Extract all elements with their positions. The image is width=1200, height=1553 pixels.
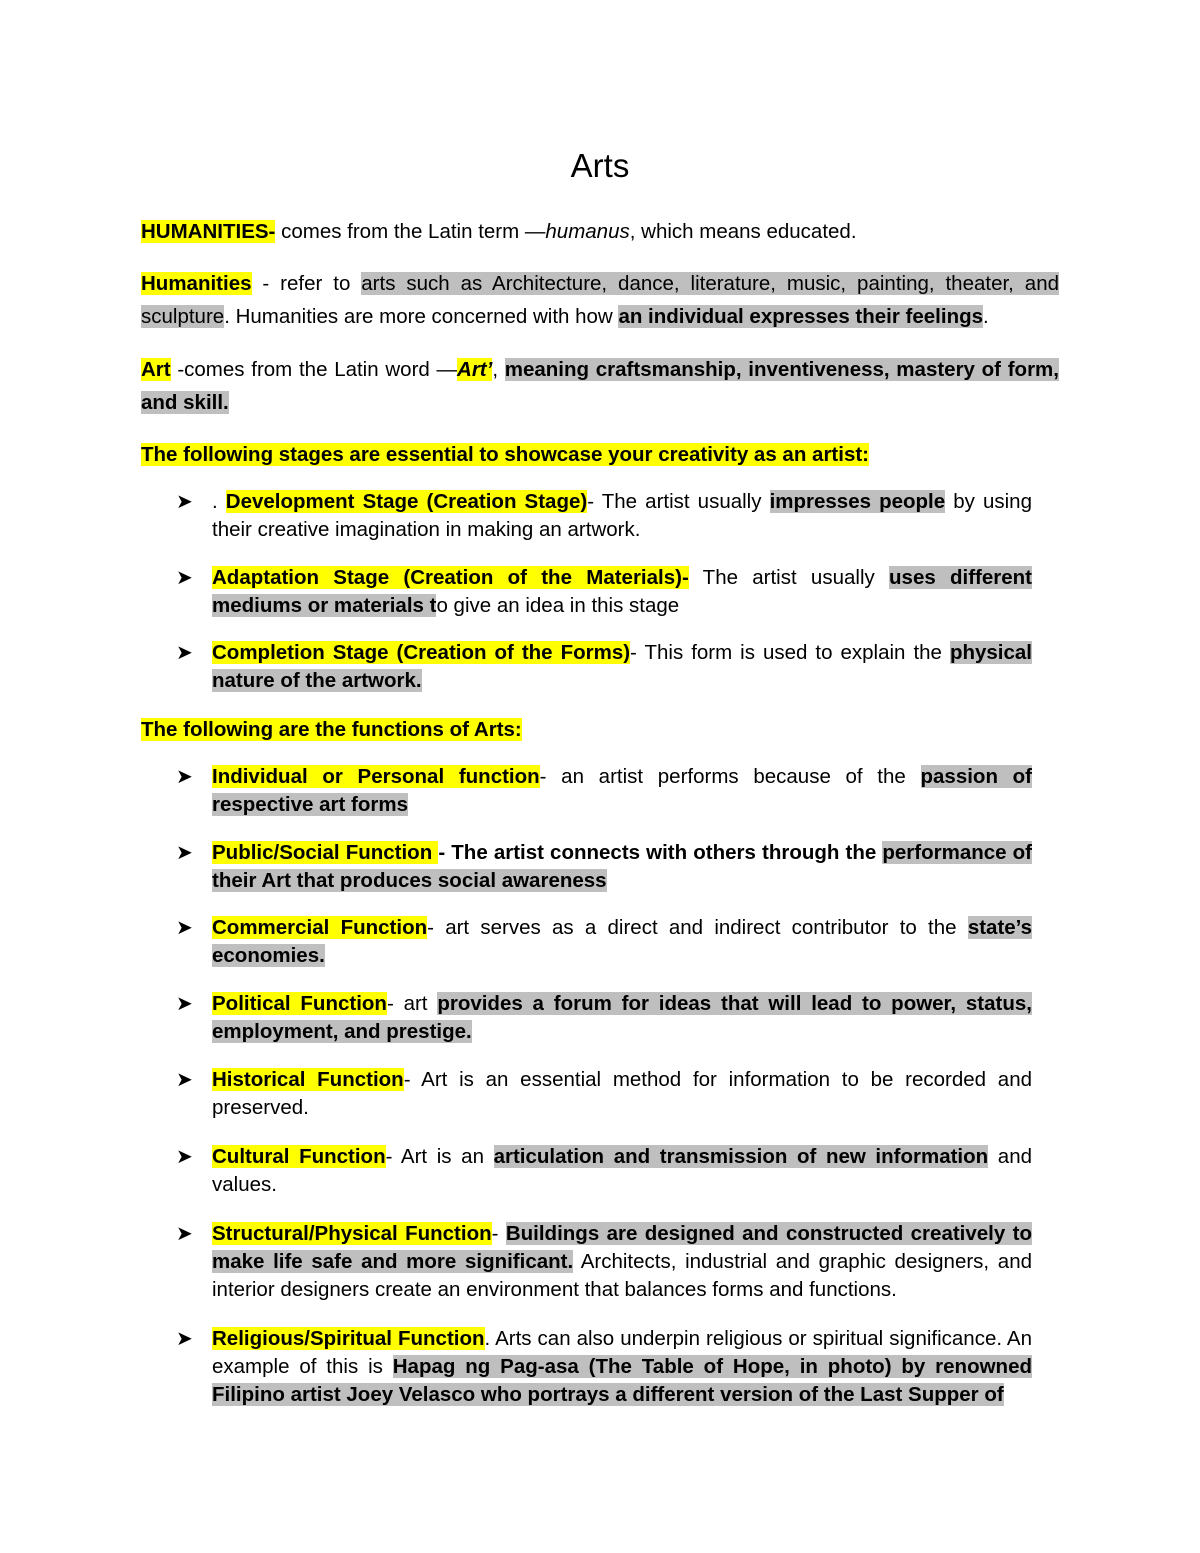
item-text: . Arts can also underpin religious or spiritual significance. An example of this is bbox=[212, 1327, 1032, 1378]
functions-heading bbox=[141, 713, 1059, 746]
italic-term: humanus bbox=[545, 220, 630, 243]
list-item-function bbox=[176, 990, 1032, 1046]
item-text: - The artist connects with others through the bbox=[438, 841, 883, 864]
item-text: - art serves as a direct and indirect contributor to the bbox=[427, 916, 968, 939]
page-title: Arts bbox=[570, 147, 630, 184]
list-item-stage bbox=[176, 488, 1032, 544]
item-text: - Art is an bbox=[385, 1145, 494, 1168]
highlight-text: articulation and transmission of new information bbox=[493, 1145, 989, 1168]
list-item-function bbox=[176, 763, 1032, 819]
arrowhead-bullet-icon: ➤ bbox=[176, 642, 193, 664]
paragraph-text: comes from the Latin term — bbox=[275, 220, 546, 243]
paragraph-humanities-origin bbox=[141, 215, 1059, 248]
heading-text: The following are the functions of Arts: bbox=[141, 718, 522, 741]
term-art: Art bbox=[141, 358, 171, 381]
item-text: Architects, industrial and graphic designers, and interior designers create an environment that balances forms and functions. bbox=[212, 1250, 1032, 1301]
highlight-text: arts such as Architecture, dance, literature, music, painting, theater, and sculpture bbox=[141, 272, 1060, 328]
list-item-function bbox=[176, 1066, 1032, 1122]
arrowhead-bullet-icon: ➤ bbox=[176, 567, 193, 589]
paragraph-humanities-definition bbox=[141, 267, 1059, 333]
item-title: Individual or Personal function bbox=[212, 765, 540, 788]
item-text: - This form is used to explain the bbox=[630, 641, 950, 664]
paragraph-text: , bbox=[492, 358, 505, 381]
term-humanities: HUMANITIES- bbox=[141, 220, 276, 243]
highlight-text: Buildings are designed and constructed creatively to make life safe and more significant. bbox=[212, 1222, 1032, 1273]
list-item-stage bbox=[176, 639, 1032, 695]
paragraph-text: - refer to bbox=[251, 272, 362, 295]
arrowhead-bullet-icon: ➤ bbox=[176, 993, 193, 1015]
item-title: Commercial Function bbox=[212, 916, 428, 939]
paragraph-text: . Humanities are more concerned with how bbox=[224, 305, 619, 328]
item-title: Completion Stage (Creation of the Forms) bbox=[212, 641, 631, 664]
italic-term: Art’ bbox=[457, 358, 493, 381]
arrowhead-bullet-icon: ➤ bbox=[176, 491, 193, 513]
item-prefix: . bbox=[212, 490, 226, 513]
highlight-text: an individual expresses their feelings bbox=[618, 305, 984, 328]
highlight-text: uses different mediums or materials t bbox=[212, 566, 1032, 617]
item-title: Political Function bbox=[212, 992, 387, 1015]
arrowhead-bullet-icon: ➤ bbox=[176, 766, 193, 788]
item-text: o give an idea in this stage bbox=[436, 594, 680, 617]
list-item-function bbox=[176, 914, 1032, 970]
item-title: Structural/Physical Function bbox=[212, 1222, 492, 1245]
item-text: The artist usually bbox=[688, 566, 890, 589]
list-item-function bbox=[176, 1220, 1032, 1304]
item-text: - bbox=[491, 1222, 506, 1245]
item-title: Development Stage (Creation Stage) bbox=[225, 490, 588, 513]
highlight-text: performance of their Art that produces social awareness bbox=[212, 841, 1032, 892]
item-title: Cultural Function bbox=[212, 1145, 386, 1168]
paragraph-art-definition bbox=[141, 353, 1059, 419]
item-text: - The artist usually bbox=[587, 490, 770, 513]
highlight-text: Hapag ng Pag-asa (The Table of Hope, in photo) by renowned Filipino artist Joey Velasco who portrays a different version of the Last Supper of bbox=[212, 1355, 1032, 1406]
item-text: - an artist performs because of the bbox=[539, 765, 921, 788]
arrowhead-bullet-icon: ➤ bbox=[176, 1328, 193, 1350]
list-item-stage bbox=[176, 564, 1032, 620]
item-title: Public/Social Function bbox=[212, 841, 439, 864]
item-text: and values. bbox=[212, 1145, 1033, 1196]
arrowhead-bullet-icon: ➤ bbox=[176, 1223, 193, 1245]
item-text: - Art is an essential method for information to be recorded and preserved. bbox=[212, 1068, 1032, 1119]
arrowhead-bullet-icon: ➤ bbox=[176, 842, 193, 864]
paragraph-text: . bbox=[983, 305, 989, 328]
highlight-text: impresses people bbox=[769, 490, 946, 513]
term-humanities-2: Humanities bbox=[141, 272, 252, 295]
list-item-function bbox=[176, 1143, 1032, 1199]
highlight-text: state’s economies. bbox=[212, 916, 1033, 967]
item-text: by using their creative imagination in making an artwork. bbox=[212, 490, 1032, 541]
list-item-function bbox=[176, 1325, 1032, 1409]
arrowhead-bullet-icon: ➤ bbox=[176, 917, 193, 939]
item-title: Religious/Spiritual Function bbox=[212, 1327, 485, 1350]
highlight-text: meaning craftsmanship, inventiveness, mastery of form, and skill. bbox=[141, 358, 1059, 414]
highlight-text: passion of respective art forms bbox=[212, 765, 1032, 816]
arrowhead-bullet-icon: ➤ bbox=[176, 1146, 193, 1168]
highlight-text: physical nature of the artwork. bbox=[212, 641, 1032, 692]
stages-heading bbox=[141, 438, 1059, 471]
item-title: Historical Function bbox=[212, 1068, 404, 1091]
highlight-text: provides a forum for ideas that will lead to power, status, employment, and prestige. bbox=[212, 992, 1032, 1043]
list-item-function bbox=[176, 839, 1032, 895]
arrowhead-bullet-icon: ➤ bbox=[176, 1069, 193, 1091]
item-title: Adaptation Stage (Creation of the Materials)- bbox=[212, 566, 689, 589]
paragraph-text: -comes from the Latin word — bbox=[170, 358, 458, 381]
heading-text: The following stages are essential to showcase your creativity as an artist: bbox=[141, 443, 870, 466]
paragraph-text: , which means educated. bbox=[629, 220, 857, 243]
item-text: - art bbox=[386, 992, 438, 1015]
